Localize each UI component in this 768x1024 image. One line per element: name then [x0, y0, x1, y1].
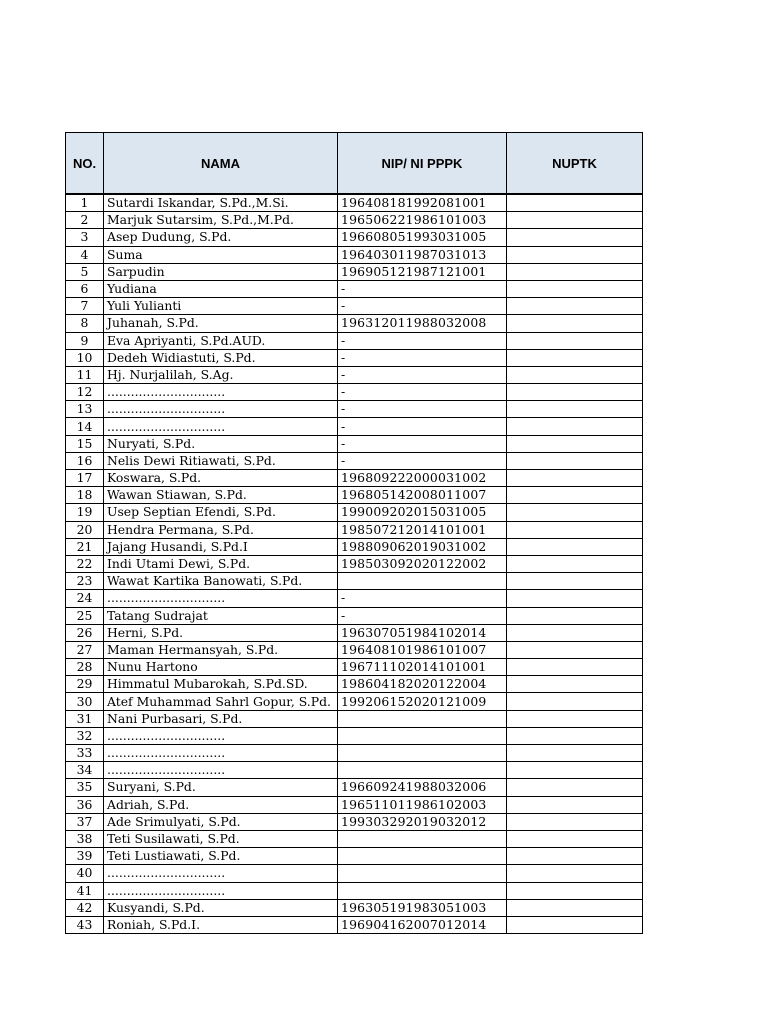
header-no: NO. — [66, 133, 104, 195]
cell-nama: Hj. Nurjalilah, S.Ag. — [104, 366, 338, 383]
cell-nuptk — [507, 349, 643, 366]
table-row — [66, 676, 643, 693]
cell-nama: Adriah, S.Pd. — [104, 796, 338, 813]
cell-nama: Asep Dudung, S.Pd. — [104, 229, 338, 246]
cell-no: 41 — [66, 882, 104, 899]
table-row — [66, 504, 643, 521]
cell-nip — [338, 745, 507, 762]
cell-nuptk — [507, 607, 643, 624]
cell-no: 43 — [66, 916, 104, 933]
cell-nuptk — [507, 865, 643, 882]
cell-no: 1 — [66, 194, 104, 212]
cell-nama: Hendra Permana, S.Pd. — [104, 521, 338, 538]
cell-no: 18 — [66, 487, 104, 504]
cell-no: 42 — [66, 899, 104, 916]
cell-nuptk — [507, 813, 643, 830]
cell-no: 40 — [66, 865, 104, 882]
cell-nuptk — [507, 882, 643, 899]
cell-nama: .............................. — [104, 745, 338, 762]
cell-nama: Eva Apriyanti, S.Pd.AUD. — [104, 332, 338, 349]
cell-nip: 196805142008011007 — [338, 487, 507, 504]
cell-no: 9 — [66, 332, 104, 349]
cell-nuptk — [507, 298, 643, 315]
header-nip: NIP/ NI PPPK — [338, 133, 507, 195]
cell-no: 29 — [66, 676, 104, 693]
cell-nuptk — [507, 848, 643, 865]
table-row — [66, 315, 643, 332]
cell-nuptk — [507, 229, 643, 246]
cell-nip: 198604182020122004 — [338, 676, 507, 693]
table-row — [66, 194, 643, 212]
cell-nip: - — [338, 401, 507, 418]
cell-no: 38 — [66, 830, 104, 847]
cell-nip: 196305191983051003 — [338, 899, 507, 916]
cell-nuptk — [507, 212, 643, 229]
cell-nuptk — [507, 435, 643, 452]
cell-nip: 196809222000031002 — [338, 470, 507, 487]
cell-nama: .............................. — [104, 727, 338, 744]
cell-no: 25 — [66, 607, 104, 624]
cell-nip: 196511011986102003 — [338, 796, 507, 813]
cell-nuptk — [507, 555, 643, 572]
table-row — [66, 573, 643, 590]
table-row — [66, 745, 643, 762]
cell-nama: .............................. — [104, 590, 338, 607]
cell-nama: .............................. — [104, 384, 338, 401]
cell-nama: Nuryati, S.Pd. — [104, 435, 338, 452]
cell-no: 39 — [66, 848, 104, 865]
cell-nama: Nelis Dewi Ritiawati, S.Pd. — [104, 452, 338, 469]
cell-nama: Yudiana — [104, 280, 338, 297]
cell-no: 23 — [66, 573, 104, 590]
cell-no: 28 — [66, 659, 104, 676]
cell-no: 31 — [66, 710, 104, 727]
table-row — [66, 555, 643, 572]
table-row — [66, 693, 643, 710]
cell-nuptk — [507, 745, 643, 762]
cell-nip — [338, 830, 507, 847]
table-row — [66, 899, 643, 916]
table-row — [66, 590, 643, 607]
staff-table — [65, 132, 643, 934]
cell-nip: 198507212014101001 — [338, 521, 507, 538]
table-row — [66, 470, 643, 487]
cell-nip — [338, 865, 507, 882]
table-row — [66, 813, 643, 830]
cell-nip: 196904162007012014 — [338, 916, 507, 933]
cell-no: 19 — [66, 504, 104, 521]
cell-nama: Atef Muhammad Sahrl Gopur, S.Pd. — [104, 693, 338, 710]
cell-no: 33 — [66, 745, 104, 762]
cell-nama: Wawat Kartika Banowati, S.Pd. — [104, 573, 338, 590]
cell-nuptk — [507, 366, 643, 383]
cell-nuptk — [507, 280, 643, 297]
cell-nama: .............................. — [104, 401, 338, 418]
cell-nama: Indi Utami Dewi, S.Pd. — [104, 555, 338, 572]
table-row — [66, 779, 643, 796]
header-nuptk: NUPTK — [507, 133, 643, 195]
cell-no: 8 — [66, 315, 104, 332]
table-row — [66, 882, 643, 899]
cell-nuptk — [507, 332, 643, 349]
table-row — [66, 624, 643, 641]
cell-nama: Juhanah, S.Pd. — [104, 315, 338, 332]
cell-nip: 196608051993031005 — [338, 229, 507, 246]
cell-nip: 196609241988032006 — [338, 779, 507, 796]
cell-nama: Ade Srimulyati, S.Pd. — [104, 813, 338, 830]
cell-nuptk — [507, 521, 643, 538]
table-row — [66, 848, 643, 865]
table-row — [66, 435, 643, 452]
cell-nip: 196711102014101001 — [338, 659, 507, 676]
cell-nuptk — [507, 263, 643, 280]
cell-nip — [338, 762, 507, 779]
cell-nuptk — [507, 590, 643, 607]
cell-nuptk — [507, 538, 643, 555]
cell-nuptk — [507, 641, 643, 658]
cell-no: 22 — [66, 555, 104, 572]
cell-no: 32 — [66, 727, 104, 744]
cell-nama: Sutardi Iskandar, S.Pd.,M.Si. — [104, 194, 338, 212]
cell-nama: Teti Lustiawati, S.Pd. — [104, 848, 338, 865]
cell-nip: 196403011987031013 — [338, 246, 507, 263]
cell-nip: 198809062019031002 — [338, 538, 507, 555]
table-row — [66, 487, 643, 504]
cell-nama: Himmatul Mubarokah, S.Pd.SD. — [104, 676, 338, 693]
cell-nip: - — [338, 280, 507, 297]
table-row — [66, 796, 643, 813]
cell-nip: 196307051984102014 — [338, 624, 507, 641]
cell-no: 3 — [66, 229, 104, 246]
cell-no: 7 — [66, 298, 104, 315]
table-row — [66, 762, 643, 779]
cell-nip — [338, 882, 507, 899]
cell-no: 5 — [66, 263, 104, 280]
cell-nama: Jajang Husandi, S.Pd.I — [104, 538, 338, 555]
cell-nuptk — [507, 676, 643, 693]
cell-nuptk — [507, 624, 643, 641]
cell-nuptk — [507, 899, 643, 916]
cell-nip: 199303292019032012 — [338, 813, 507, 830]
cell-nip: - — [338, 384, 507, 401]
cell-no: 16 — [66, 452, 104, 469]
cell-no: 27 — [66, 641, 104, 658]
cell-nama: .............................. — [104, 762, 338, 779]
cell-nama: Dedeh Widiastuti, S.Pd. — [104, 349, 338, 366]
cell-nuptk — [507, 830, 643, 847]
cell-nip — [338, 848, 507, 865]
cell-nama: Herni, S.Pd. — [104, 624, 338, 641]
table-row — [66, 865, 643, 882]
cell-nip — [338, 710, 507, 727]
table-row — [66, 418, 643, 435]
table-row — [66, 366, 643, 383]
cell-nuptk — [507, 710, 643, 727]
cell-nuptk — [507, 762, 643, 779]
cell-nip: 196312011988032008 — [338, 315, 507, 332]
cell-nip: - — [338, 590, 507, 607]
cell-nuptk — [507, 194, 643, 212]
cell-nuptk — [507, 470, 643, 487]
cell-nip: 199206152020121009 — [338, 693, 507, 710]
cell-no: 24 — [66, 590, 104, 607]
cell-no: 2 — [66, 212, 104, 229]
table-row — [66, 280, 643, 297]
table-row — [66, 246, 643, 263]
table-row — [66, 212, 643, 229]
cell-nama: .............................. — [104, 865, 338, 882]
table-row — [66, 607, 643, 624]
table-body — [66, 194, 643, 934]
cell-nama: Maman Hermansyah, S.Pd. — [104, 641, 338, 658]
cell-nuptk — [507, 659, 643, 676]
cell-no: 11 — [66, 366, 104, 383]
cell-nama: Roniah, S.Pd.I. — [104, 916, 338, 933]
cell-nuptk — [507, 504, 643, 521]
cell-nuptk — [507, 401, 643, 418]
cell-nama: Kusyandi, S.Pd. — [104, 899, 338, 916]
cell-nip: - — [338, 435, 507, 452]
cell-nama: Tatang Sudrajat — [104, 607, 338, 624]
cell-nip: 196905121987121001 — [338, 263, 507, 280]
cell-nama: .............................. — [104, 418, 338, 435]
cell-nama: Sarpudin — [104, 263, 338, 280]
cell-nuptk — [507, 779, 643, 796]
staff-table-container — [65, 132, 642, 934]
cell-no: 6 — [66, 280, 104, 297]
cell-nama: Teti Susilawati, S.Pd. — [104, 830, 338, 847]
cell-nama: Nunu Hartono — [104, 659, 338, 676]
cell-no: 37 — [66, 813, 104, 830]
table-row — [66, 916, 643, 933]
cell-nuptk — [507, 418, 643, 435]
header-nama: NAMA — [104, 133, 338, 195]
cell-nip: 196506221986101003 — [338, 212, 507, 229]
cell-nuptk — [507, 916, 643, 933]
cell-nip — [338, 727, 507, 744]
table-row — [66, 830, 643, 847]
cell-nip: 199009202015031005 — [338, 504, 507, 521]
cell-nuptk — [507, 384, 643, 401]
cell-nama: Koswara, S.Pd. — [104, 470, 338, 487]
table-row — [66, 349, 643, 366]
cell-nama: .............................. — [104, 882, 338, 899]
table-row — [66, 229, 643, 246]
cell-nip: - — [338, 349, 507, 366]
table-header — [66, 133, 643, 195]
cell-nip: 196408101986101007 — [338, 641, 507, 658]
cell-no: 20 — [66, 521, 104, 538]
table-row — [66, 384, 643, 401]
table-row — [66, 641, 643, 658]
table-row — [66, 263, 643, 280]
table-row — [66, 538, 643, 555]
cell-nuptk — [507, 315, 643, 332]
table-row — [66, 710, 643, 727]
table-row — [66, 332, 643, 349]
cell-nuptk — [507, 246, 643, 263]
table-row — [66, 521, 643, 538]
cell-nama: Suryani, S.Pd. — [104, 779, 338, 796]
cell-nuptk — [507, 487, 643, 504]
cell-no: 36 — [66, 796, 104, 813]
cell-nip: - — [338, 607, 507, 624]
table-row — [66, 298, 643, 315]
cell-nip: 198503092020122002 — [338, 555, 507, 572]
cell-no: 30 — [66, 693, 104, 710]
cell-nama: Marjuk Sutarsim, S.Pd.,M.Pd. — [104, 212, 338, 229]
cell-nip: - — [338, 366, 507, 383]
cell-nama: Yuli Yulianti — [104, 298, 338, 315]
cell-no: 35 — [66, 779, 104, 796]
cell-nuptk — [507, 727, 643, 744]
cell-no: 10 — [66, 349, 104, 366]
cell-nama: Wawan Stiawan, S.Pd. — [104, 487, 338, 504]
cell-no: 21 — [66, 538, 104, 555]
cell-nip: - — [338, 332, 507, 349]
table-row — [66, 401, 643, 418]
cell-nama: Usep Septian Efendi, S.Pd. — [104, 504, 338, 521]
cell-nip: 196408181992081001 — [338, 194, 507, 212]
cell-no: 34 — [66, 762, 104, 779]
cell-nuptk — [507, 796, 643, 813]
cell-no: 17 — [66, 470, 104, 487]
table-row — [66, 727, 643, 744]
cell-nip: - — [338, 298, 507, 315]
cell-no: 26 — [66, 624, 104, 641]
cell-nuptk — [507, 573, 643, 590]
cell-no: 15 — [66, 435, 104, 452]
cell-no: 13 — [66, 401, 104, 418]
cell-no: 4 — [66, 246, 104, 263]
cell-nama: Suma — [104, 246, 338, 263]
cell-no: 14 — [66, 418, 104, 435]
header-row — [66, 133, 643, 195]
cell-nuptk — [507, 693, 643, 710]
table-row — [66, 452, 643, 469]
cell-nuptk — [507, 452, 643, 469]
table-row — [66, 659, 643, 676]
cell-nip — [338, 573, 507, 590]
cell-nip: - — [338, 452, 507, 469]
cell-nama: Nani Purbasari, S.Pd. — [104, 710, 338, 727]
cell-no: 12 — [66, 384, 104, 401]
cell-nip: - — [338, 418, 507, 435]
